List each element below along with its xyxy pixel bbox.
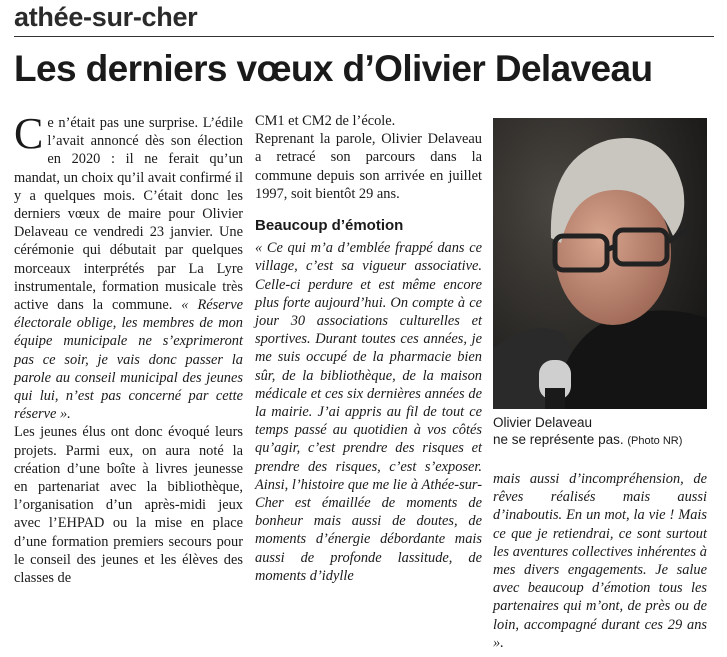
portrait-photo bbox=[493, 118, 707, 409]
intro-text: e n’était pas une surprise. L’édile l’avait annoncé dès son élection en 2020 : il ne ferait qu’un mandat, un choix qu’il avait confirmé il y a quelques mois. C’était donc les derniers vœux de maire pour Olivier Delaveau ce vendredi 23 janvier. Une cérémonie qui débutait par quelques morceaux interprétés par La Lyre instrumentale, formation musicale très active dans la commune. bbox=[14, 115, 243, 314]
photo-credit: (Photo NR) bbox=[627, 435, 683, 447]
section-title: athée-sur-cher bbox=[14, 2, 198, 32]
article-column-3 bbox=[493, 470, 707, 652]
career-paragraph: Reprenant la parole, Olivier Delaveau a retracé son parcours dans la commune depuis son arrivée en juillet 1997, soit bientôt 29 ans. bbox=[255, 131, 482, 202]
intro-quote: « Réserve électorale oblige, les membres de mon équipe municipale ne s’exprimeront pas ce soir, je vais donc passer la parole au conseil municipal des jeunes qui lui, n’est pas concerné par cette réserve ». bbox=[14, 297, 243, 423]
caption-name: Olivier Delaveau bbox=[493, 415, 593, 430]
subheading: Beaucoup d’émotion bbox=[255, 217, 404, 235]
continued-text: CM1 et CM2 de l’école. bbox=[255, 113, 396, 129]
article-column-2 bbox=[255, 112, 482, 585]
caption-text: ne se représente pas. bbox=[493, 432, 624, 447]
article-column-1 bbox=[14, 109, 243, 587]
drop-cap: C bbox=[14, 109, 44, 158]
youth-paragraph: Les jeunes élus ont donc évoqué leurs projets. Parmi eux, on aura noté la création d’une boîte à livres jeunesse en partenariat avec la bibliothèque, l’organisation d’un après-midi jeux avec l’EHPAD ou la mise en place d’une formation premiers secours pour le conseil des jeunes et les élèves des classes de bbox=[14, 424, 243, 587]
intro-paragraph bbox=[14, 109, 243, 423]
speech-quote: « Ce qui m’a d’emblée frappé dans ce village, c’est sa vigueur associative. Celle-ci perdure et est même encore plus forte aujourd’hui. On compte à ce jour 30 associations culturelles et sportives. Durant toutes ces années, je me suis occupé de la pharmacie bien sûr, de la bibliothèque, de la maison médicale et ces six dernières années de la mairie. J’ai appris au fil de tout ce temps passé au quotidien à vos côtés qu’agir, c’est prendre des risques et prendre des risques, c’est s’exposer. Ainsi, l’histoire que me lie à Athée-sur-Cher est émaillée de moments de bonheur mais aussi de doutes, de moments d’énergie débordante mais aussi de profonde lassitude, de moments d’idylle bbox=[255, 240, 482, 584]
article-headline: Les derniers vœux d’Olivier Delaveau bbox=[14, 48, 653, 89]
closing-quote: mais aussi d’incompréhension, de rêves réalisés mais aussi d’inaboutis. En un mot, la vie ! Mais ce que je retiendrai, ce sont surtout les aventures collectives inhérentes à mes divers engagements. Je salue avec beaucoup d’émotion tous les partenaires qui m’ont, de près ou de loin, accompagné durant ces 29 ans ». bbox=[493, 471, 707, 651]
photo-caption bbox=[493, 414, 707, 450]
portrait-illustration bbox=[493, 118, 707, 409]
section-divider bbox=[14, 36, 714, 37]
